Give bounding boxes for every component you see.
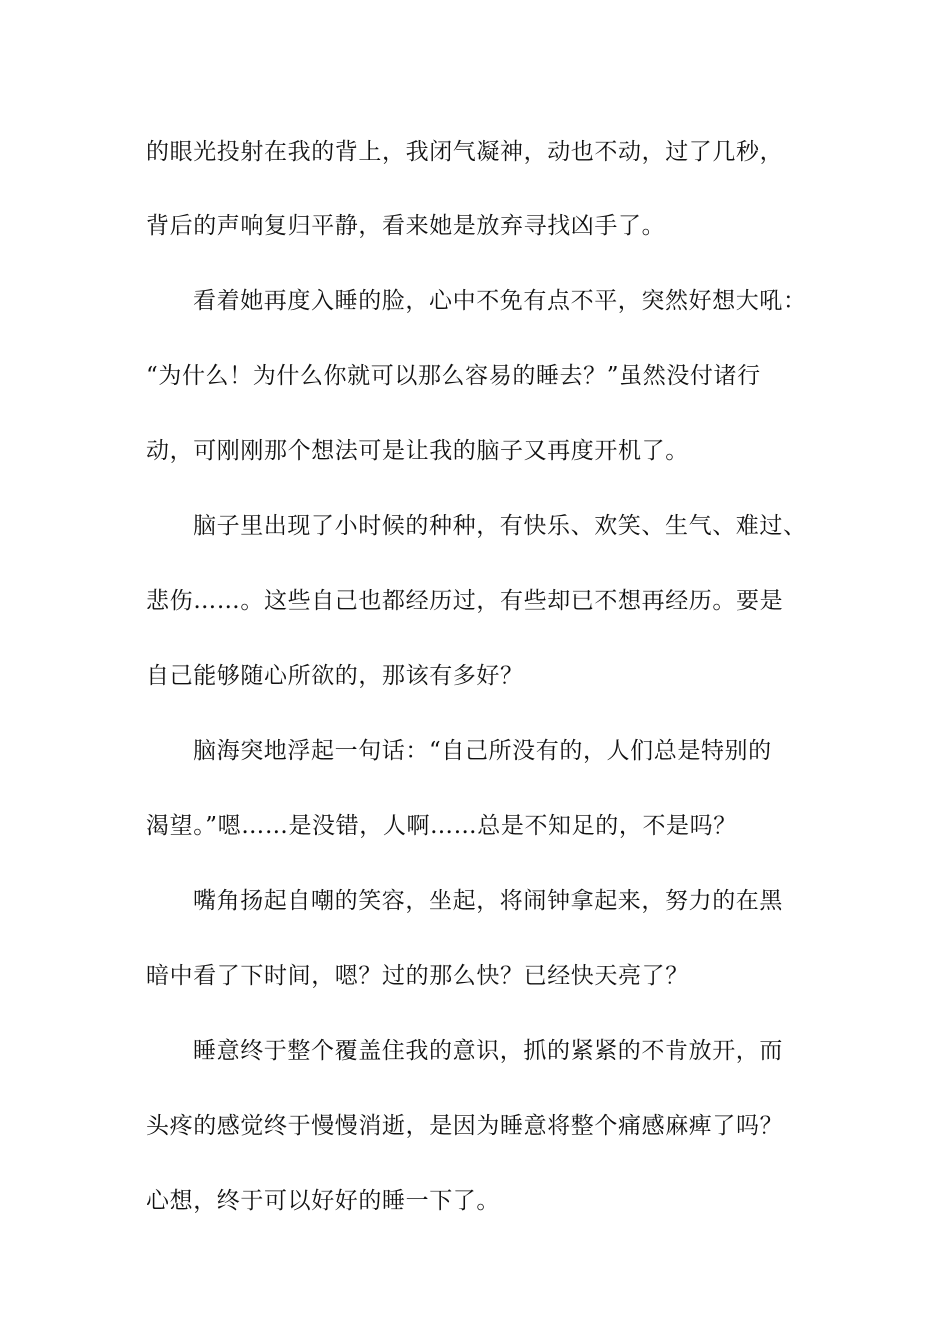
paragraph-start-line: 睡意终于整个覆盖住我的意识，抓的紧紧的不肯放开，而	[193, 1038, 783, 1064]
text-line: 背后的声响复归平静，看来她是放弃寻找凶手了。	[146, 213, 666, 239]
paragraph-start-line: 脑海突地浮起一句话：“自己所没有的，人们总是特别的	[193, 738, 772, 764]
text-line: 动，可刚刚那个想法可是让我的脑子又再度开机了。	[146, 438, 689, 464]
paragraph-start-line: 嘴角扬起自嘲的笑容，坐起，将闹钟拿起来，努力的在黑	[193, 888, 783, 914]
text-line: 心想，终于可以好好的睡一下了。	[146, 1188, 500, 1214]
text-line: 自己能够随心所欲的，那该有多好？	[146, 663, 524, 689]
text-line: 悲伤……。这些自己也都经历过，有些却已不想再经历。要是	[146, 588, 784, 614]
text-line: 渴望。”嗯……是没错，人啊……总是不知足的，不是吗？	[146, 813, 737, 839]
paragraph-start-line: 看着她再度入睡的脸，心中不免有点不平，突然好想大吼：	[193, 288, 807, 314]
paragraph-start-line: 脑子里出现了小时候的种种，有快乐、欢笑、生气、难过、	[193, 513, 807, 539]
text-line: “为什么！为什么你就可以那么容易的睡去？”虽然没付诸行	[146, 363, 761, 389]
text-line: 暗中看了下时间，嗯？过的那么快？已经快天亮了？	[146, 963, 689, 989]
text-line: 头疼的感觉终于慢慢消逝，是因为睡意将整个痛感麻痺了吗？	[146, 1113, 784, 1139]
text-line: 的眼光投射在我的背上，我闭气凝神，动也不动，过了几秒，	[146, 139, 784, 165]
